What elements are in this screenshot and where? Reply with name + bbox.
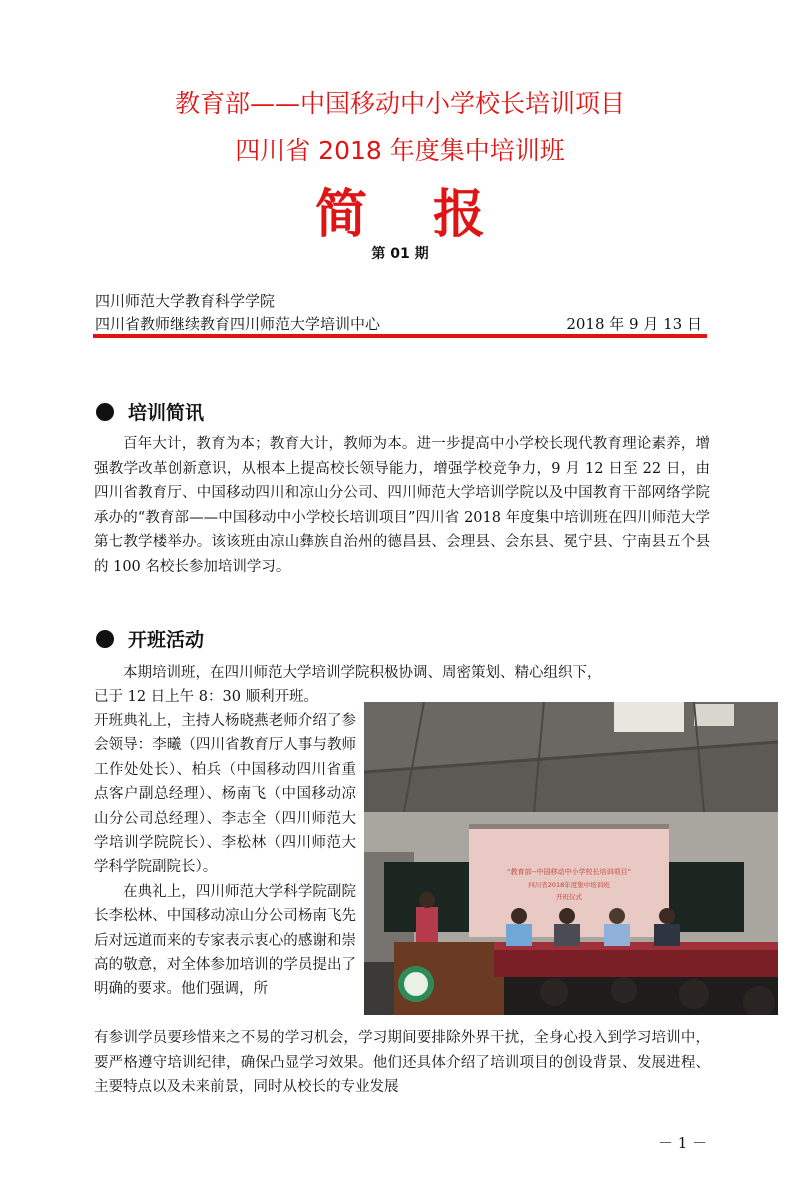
section-heading-opening [96,625,204,652]
screen-line3: 开班仪式 [556,893,582,901]
header-title-line1: 教育部——中国移动中小学校长培训项目 [174,89,625,118]
photo-side-text [94,709,356,1002]
paragraph-training-news: 百年大计，教育为本；教育大计，教师为本。进一步提高中小学校长现代教育理论素养，增强教学改革创新意识，从根本上提高校长领导能力，增强学校竞争力，9 月 12 日至 22 日，由四川省教育厅、中国移动四川和凉山分公司、四川师范大学培训学院以及中国教育干部网络学院承办的“教育部——中国移动中小学校长培训项目”四川省 2018 年度集中培训班在四川师范大学第七教学楼举办。该该班由凉山彝族自治州的德昌县、会理县、会东县、冕宁县、宁南县五个县的 100 名校长参加培训学习。 [94,436,710,575]
issue-number: 第 01 期 [371,246,429,262]
opening-ceremony-photo [364,702,778,1015]
paragraph-ceremony: 开班典礼上，主持人杨晓燕老师介绍了参会领导：李曦（四川省教育厅人事与教师工作处处长）、柏兵（中国移动四川省重点客户副总经理）、杨南飞（中国移动凉山分公司总经理）、李志全（四川师范大学培训学院院长）、李松林（四川师范大学科学院副院长）。 [94,713,356,876]
paragraph-opening-line1: 本期培训班，在四川师范大学培训学院积极协调、周密策划、精心组织下， [123,665,602,681]
header-divider [93,334,707,338]
screen-line2: 四川省2018年度集中培训班 [528,881,610,889]
header-title-line2: 四川省 2018 年度集中培训班 [235,136,565,165]
screen-line1: “教育部--中国移动中小学校长培训项目” [506,868,632,876]
organizer-line1: 四川师范大学教育科学学院 [95,292,276,310]
section-heading-training-news [96,398,204,425]
paragraph-speech: 在典礼上，四川师范大学科学院副院长李松林、中国移动凉山分公司杨南飞先后对远道而来的专家表示衷心的感谢和崇高的敬意，对全体参加培训的学员提出了明确的要求。他们强调，所 [94,883,356,998]
bulletin-title: 简 报 [314,185,510,245]
page-number: － 1 － [658,1134,708,1152]
issue-date: 2018 年 9 月 13 日 [566,315,702,333]
bullet-icon [96,403,114,421]
section-heading-text: 开班活动 [128,629,205,651]
bullet-icon [96,630,114,648]
section-heading-text: 培训简讯 [128,402,205,424]
paragraph-opening-line2: 已于 12 日上午 8：30 顺利开班。 [94,689,319,705]
organizer-line2: 四川省教师继续教育四川师范大学培训中心 [95,315,381,333]
paragraph-continuation: 有参训学员要珍惜来之不易的学习机会，学习期间要排除外界干扰，全身心投入到学习培训中，要严格遵守培训纪律，确保凸显学习效果。他们还具体介绍了培训项目的创设背景、发展进程、主要特点以及未来前景，同时从校长的专业发展 [94,1030,710,1095]
